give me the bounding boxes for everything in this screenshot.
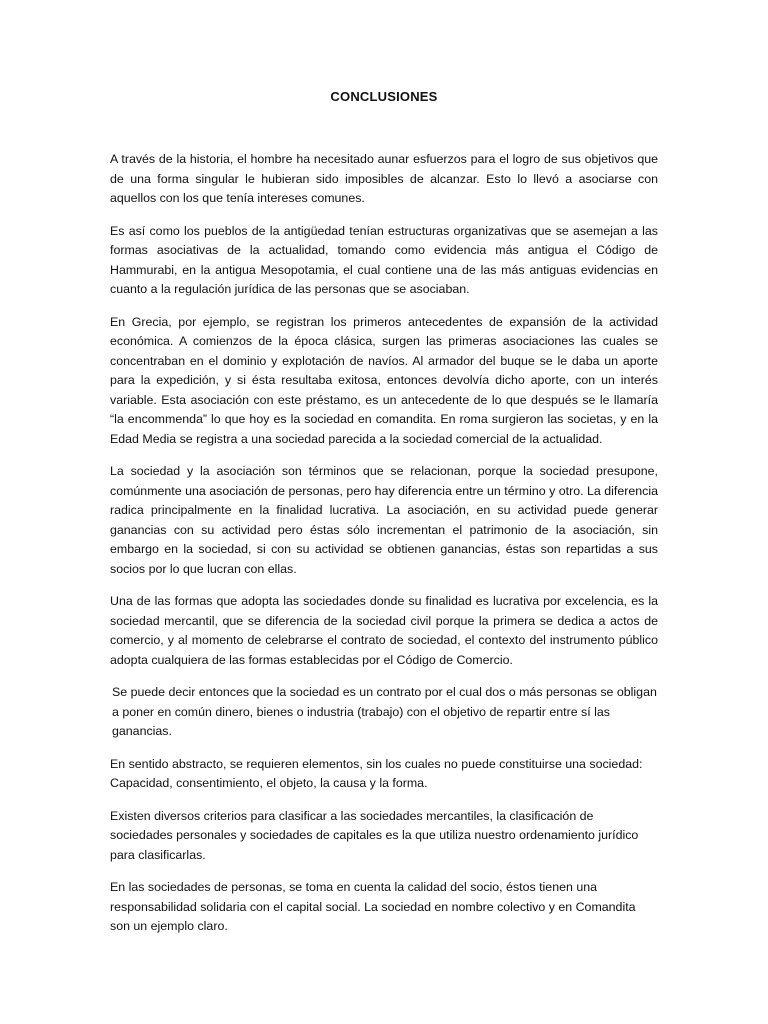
document-title: CONCLUSIONES <box>330 89 438 104</box>
paragraph-elementos: En sentido abstracto, se requieren elementos, sin los cuales no puede constituirse una sociedad: Capacidad, consentimiento, el objeto, la causa y la forma. <box>110 756 643 790</box>
paragraph-grecia: En Grecia, por ejemplo, se registran los primeros antecedentes de expansión de la actividad económica. A comienzos de la época clásica, surgen las primeras asociaciones las cuales se concentraban en el dominio y explotación de navíos. Al armador del buque se le daba un aporte para la expedición, y si ésta resultaba exitosa, entonces devolvía dicho aporte, con un interés variable. Esta asociación con este préstamo, es un antecedente de lo que después se le llamaría “la encommenda” lo que hoy es la sociedad en comandita. En roma surgieron las societas, y en la Edad Media se registra a una sociedad parecida a la sociedad comercial de la actualidad. <box>110 314 658 446</box>
paragraph-sociedad-asociacion: La sociedad y la asociación son términos que se relacionan, porque la sociedad presupone, comúnmente una asociación de personas, pero hay diferencia entre un término y otro. La diferencia radica principalmente en la finalidad lucrativa. La asociación, en su actividad puede generar ganancias con su actividad pero éstas sólo incrementan el patrimonio de la asociación, sin embargo en la sociedad, si con su actividad se obtienen ganancias, éstas son repartidas a sus socios por lo que lucran con ellas. <box>110 464 658 576</box>
document-body <box>110 150 658 950</box>
paragraph-contrato: Se puede decir entonces que la sociedad es un contrato por el cual dos o más personas se obligan a poner en común dinero, bienes o industria (trabajo) con el objetivo de repartir entre sí las ganancias. <box>112 685 657 738</box>
paragraph-antiguedad: Es así como los pueblos de la antigüedad tenían estructuras organizativas que se asemejan a las formas asociativas de la actualidad, tomando como evidencia más antigua el Código de Hammurabi, en la antigua Mesopotamia, el cual contiene una de las más antiguas evidencias en cuanto a la regulación jurídica de las personas que se asociaban. <box>110 223 658 296</box>
paragraph-sociedad-mercantil: Una de las formas que adopta las sociedades donde su finalidad es lucrativa por excelencia, es la sociedad mercantil, que se diferencia de la sociedad civil porque la primera se dedica a actos de comercio, y al momento de celebrarse el contrato de sociedad, el contexto del instrumento público adopta cualquiera de las formas establecidas por el Código de Comercio. <box>110 594 658 667</box>
paragraph-clasificacion: Existen diversos criterios para clasificar a las sociedades mercantiles, la clasificación de sociedades personales y sociedades de capitales es la que utiliza nuestro ordenamiento jurídico para clasificarlas. <box>110 808 639 862</box>
paragraph-sociedades-personas: En las sociedades de personas, se toma en cuenta la calidad del socio, éstos tienen una responsabilidad solidaria con el capital social. La sociedad en nombre colectivo y en Comandita son un ejemplo claro. <box>110 880 636 933</box>
paragraph-historia: A través de la historia, el hombre ha necesitado aunar esfuerzos para el logro de sus objetivos que de una forma singular le hubieran sido imposibles de alcanzar. Esto lo llevó a asociarse con aquellos con los que tenía intereses comunes. <box>110 152 658 205</box>
